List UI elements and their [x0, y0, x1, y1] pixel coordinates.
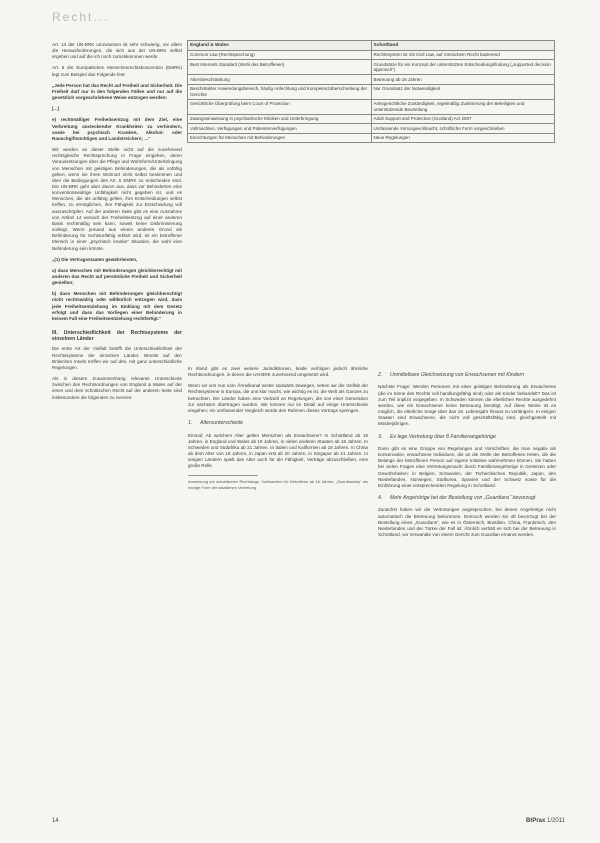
table-row [188, 50, 555, 60]
comparison-table [187, 40, 555, 143]
page-number: 14 [52, 818, 59, 824]
paragraph: Wir werden an dieser Stelle nicht auf die zunehmend rechtsgleiche Rechtsprechung in Frage eingehen, deren Voraussetzungen über die Pflege und Wohnform/Unterbringung von Menschen mit geistigen Behinderungen, die als unfähig gelten, wenn sie ihren Wohnort nicht selbst bestimmen und über die Bedingungen des Art. 5 EMRK zu entscheiden sind. Die UN-BRK geht aber davon aus, dass vor Behinderten eine konventionswidrige Unfähigkeit nicht gegeben ist, und es Menschen, die als unfähig gelten, ihre Entscheidungen selbst treffen, zu ermöglichen, ihre Fähigkeit zur Entscheidung voll auszuschöpfen. Auf der anderen Seite gibt es eine Ausnahme von Artikel 14 wonach der Freiheitsentzug auf einer anderen Basis rechtmäßig sein kann, soweit keine Diskriminierung vorliegt. Wenn jemand aus einem anderen Grund als Behinderung für rechtsunfähig erklärt wird, ist ein betroffener Mensch in einer „psychisch kranke“ Situation, die wohl eine Behinderung sein könnte. [52, 147, 182, 251]
subsection-number: 4. [378, 495, 383, 501]
paragraph: Einmal: Ab welchem Alter gelten Menschen als Erwachsene? In Schottland ab 16 Jahren, in England und Wales ab 18 Jahren, in vielen anderen Staaten ab 18 Jahren. In Schweden und Südafrika ab 21 Jahren. In Italien und Kalifornien ab 18 Jahren. In China ab dem Alter von 18 Jahren, in Japan erst ab 20 Jahren, in Singapur ab 21 Jahren. In einigen Ländern spielt das Alter auch für die Fähigkeit, Verträge abzuschließen, eine große Rolle. [188, 432, 368, 469]
table-cell: Adult Support and Protection (Scotland) Act 2007 [371, 114, 555, 124]
table-cell: Beschränkter Anwendungsbereich, häufig Anfechtung und Kompetenzüberschreitung der Gerichte [188, 84, 372, 99]
paragraph: Nächste Frage: Werden Personen mit einer geistigen Behinderung als Erwachsene (die im Sinne des Rechts voll handlungsfähig sind) oder als Kinder behandelt? Das ist zum Teil implizit vorgegeben. In Schweden können die elterlichen Rechte ausgedehnt werden, wie ein Erwachsener keine Betreuung benötigt. Auf diese Weise ist es möglich, die elterliche Sorge über das 18. Lebensjahr hinaus zu verlängern. In einigen Staaten sind Erwachsene, die nicht voll geschäftsfähig sind, gleichgestellt mit Minderjährigen. [378, 384, 556, 427]
paragraph: Dann gibt es eine Gruppe von Regelungen und Vorschriften, die man negativ als konservative, erwachsene Individuen, die an die Stelle der Betroffenen treten, die die Belange der betroffenen Person auf eigene Initiative wahrnehmen können. Sie haben bei vielen Fragen eine Vertretungsmacht durch Familienangehörige in Gesetzen oder Gewohnheiten: in Belgien, Schweden, der Tschechischen Republik, Japan, den Niederlanden, Norwegen, Südkorea, Spanien und der Schweiz sowie für die Einführung einer entsprechenden Regelung in Schottland. [378, 445, 556, 488]
table-row [188, 124, 555, 134]
quote-unbrk-a: a) dass Menschen mit Behinderungen gleichberechtigt mit anderen das Recht auf persönliche Freiheit und Sicherheit genießen; [52, 267, 182, 286]
paragraph: Art. 14 der UN-BRK umzusetzen ist sehr schwierig, vor allem die Herausforderungen, die sich aus der UN-BRK selbst ergeben und auf die ich noch zurückkommen werde. [52, 42, 182, 60]
subsection-number: 3. [378, 433, 383, 440]
journal-title: BtPrax [526, 818, 546, 824]
column-header: Schottland [371, 41, 555, 51]
table-cell: Common Law (Rechtsprechung) [188, 50, 372, 60]
table-cell: Umfassende Vorsorgevollmacht, schriftliche Form vorgeschrieben [371, 124, 555, 134]
table-row [188, 99, 555, 114]
quote-unbrk-b: b) dass Menschen mit Behinderungen gleichberechtigt nicht rechtswidrig oder willkürlich entzogen wird, dass jede Freiheitsentziehung im Einklang mit dem Gesetz erfolgt und dass das Vorliegen einer Behinderung in keinem Fall eine Freiheitsentziehung rechtfertigt.“ [52, 291, 182, 321]
table-row [188, 60, 555, 75]
table-cell: Vollmachten, Verfügungen und Patientenverfügungen [188, 124, 372, 134]
quote-emrk: „Jede Person hat das Recht auf Freiheit und Sicherheit. Die Freiheit darf nur in den folgenden Fällen und nur auf die gesetzlich vorgeschriebene Weise entzogen werden: [52, 82, 182, 101]
subsection-number: 2. [378, 372, 383, 378]
table-row [188, 75, 555, 85]
table-cell: Einrichtungen für Menschen mit Behinderungen [188, 133, 372, 143]
table-cell: Neue Regelungen [371, 133, 555, 143]
table-row [188, 84, 555, 99]
table-row [188, 114, 555, 124]
subsection-title: Mehr Angehörige bei der Bestellung von „Guardians“ bevorzugt [390, 495, 536, 501]
subsection-heading [378, 372, 556, 378]
paragraph: Als in diesem Zusammenhang relevante Unterschiede zwischen den Rechtsordnungen von England & Wales auf der einen und dem schottischen Recht auf der anderen Seite sind insbesondere die folgenden zu nennen: [52, 376, 182, 400]
paragraph: Art. 5 der Europäischen Menschenrechtskonvention (EMRK) legt zum Beispiel das Folgende fest: [52, 65, 182, 77]
paragraph: In Irland gibt es zwei weitere Jurisdiktionen, beide verfolgen jedoch ähnliche Rechtsordnungen, in denen die UN-BRK zunehmend umgesetzt wird. [188, 366, 368, 378]
right-column [378, 366, 556, 543]
quote-unbrk-1: „(1) Die Vertragsstaaten gewährleisten, [52, 256, 138, 262]
table-cell: Rechtssystem ist mit Civil Law, auf römischem Recht basierend [371, 50, 555, 60]
middle-column [188, 366, 368, 490]
subsection-title: Altersunterschiede [200, 420, 243, 427]
journal-name [526, 818, 565, 824]
subsection-title: Ex lege Vertretung über 8 Familienangehörige [390, 433, 496, 440]
table-cell: Gerichtliche Überprüfung beim Court of Protection [188, 99, 372, 114]
footnote: Anmerkung zur schottischen Rechtslage, Vollmachten für Betroffene ab 16 Jahren; „Guardianship“ als einzige Form der staatlichen Vertretung. [188, 479, 368, 490]
subsection-heading [378, 495, 556, 501]
subsection-title: Unmittelbare Gleichsetzung von Erwachsenen mit Kindern [390, 372, 525, 378]
section-heading: III. Unterschiedlichkeit der Rechtssysteme der einzelnen Länder [52, 330, 182, 343]
paragraph: Die erste Art der Vielfalt betrifft die Unterschiedlichkeit der Rechtssysteme der einzelnen Länder. Bereits auf den Britischen Inseln treffen wir auf drei, mit ganz unterschiedliche Regelungen. [52, 346, 182, 370]
footnote-divider [188, 475, 258, 476]
table-cell: Nur Grundsatz der Notwendigkeit [371, 84, 555, 99]
table-cell: Grundsätze für ein Konzept der unterstützten Entscheidungsfindung („supported decision approach“) [371, 60, 555, 75]
subsection-number: 1. [188, 420, 193, 427]
section-header: Recht... [52, 10, 110, 24]
quote-ellipsis: [...] [52, 106, 59, 112]
subsection-heading [188, 420, 368, 426]
paragraph: Zunächst haben wir die Vertretungen angesprochen; bei denen Angehörige nicht automatisch die Betreuung bekommen. Dennoch werden sie oft bevorzugt bei der Bestellung eines „Guardians“, wie es in Österreich, Brasilien, China, Frankreich, den Niederlanden und der Türkei der Fall ist. Ähnlich verhält es sich bei der Betreuung in Schottland, wo Verwandte von einem Gericht zum Guardian ernannt werden. [378, 507, 556, 538]
table-cell: Betreuung ab 16 Jahren [371, 75, 555, 85]
table-cell: Zwangseinweisung in psychiatrische Kliniken und Unterbringung [188, 114, 372, 124]
table-cell: Best Interests Standard (Wohl des Betroffenen) [188, 60, 372, 75]
table-cell: Amtsgerichtliche Zuständigkeit, regelmäßig Zustimmung der Beteiligten und unterstützende Beurteilung [371, 99, 555, 114]
paragraph: Wenn wir uns nun vom Ärmelkanal weiter südwärts bewegen, sehen wir die Vielfalt der Rechtssysteme in Europa, die uns klar macht, wie wichtig es ist, die Welt als Ganzes zu betrachten. Die Länder haben eine Vielzahl an Regelungen, die von einer Generation zur nächsten übertragen wurden. Wir können nur im Detail auf einige Unterschiede eingehen; ein umfassender Vergleich würde den Rahmen dieses Vortrags sprengen. [188, 383, 368, 413]
table-row [188, 133, 555, 143]
left-column [52, 42, 182, 406]
journal-issue: 1/2011 [547, 818, 565, 824]
subsection-heading [378, 434, 556, 440]
quote-emrk-e: e) rechtmäßiger Freiheitsentzug mit dem Ziel, eine Verbreitung ansteckender Krankheiten zu verhindern, sowie bei psychisch Kranken, Alkohol- oder Rauschgiftsüchtigen und Landstreichern; ...“ [52, 117, 182, 141]
table-cell: Altersbeschränkung [188, 75, 372, 85]
column-header: England & Wales [188, 41, 372, 51]
table-header-row [188, 41, 555, 51]
